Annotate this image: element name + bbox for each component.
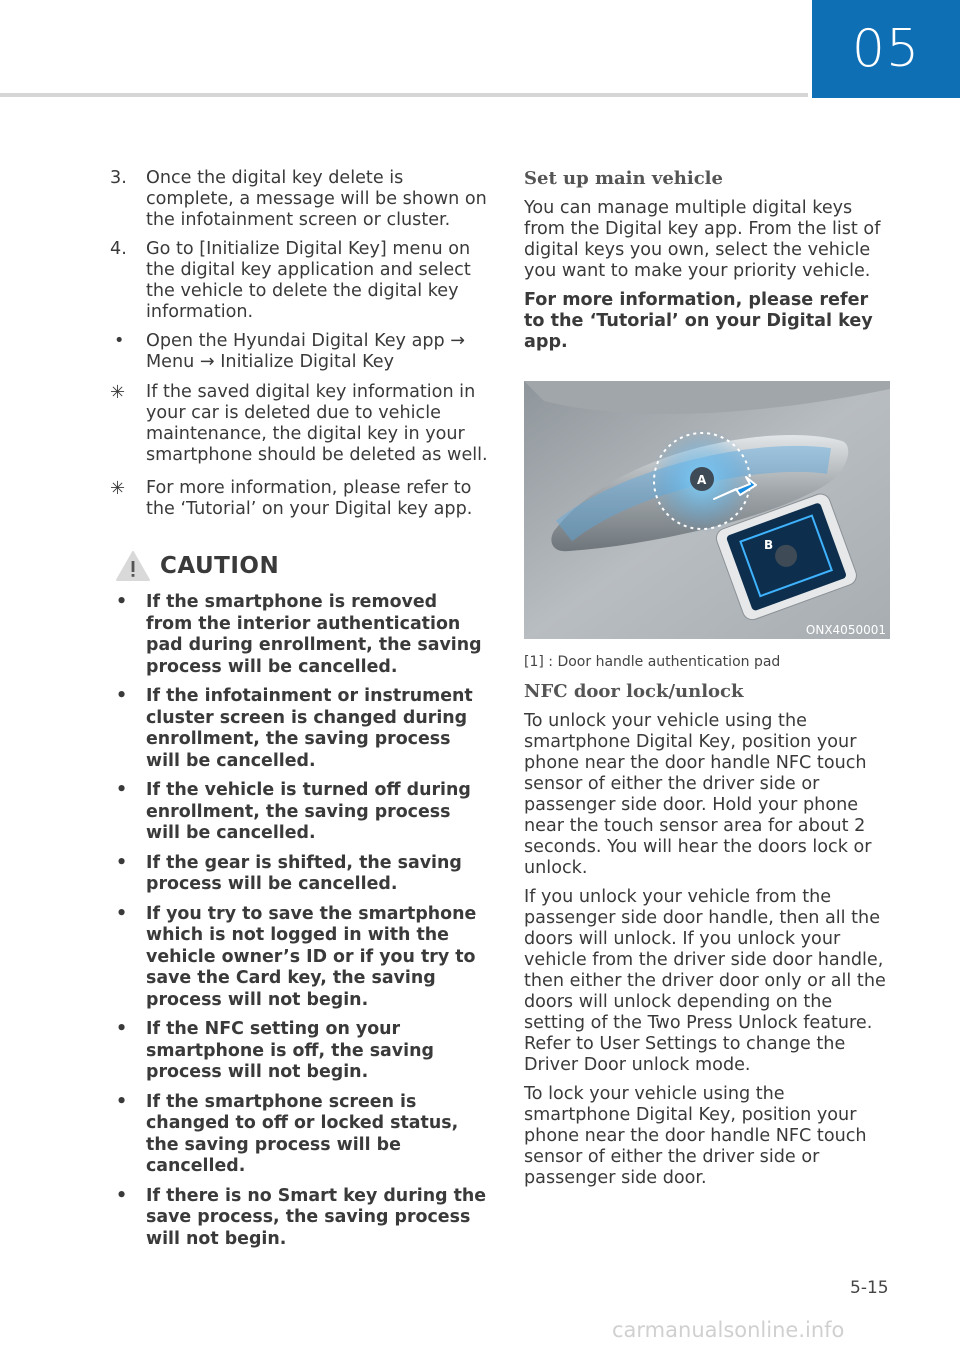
sparkle-note-icon: ✳ xyxy=(110,478,126,499)
note-2 xyxy=(110,478,488,520)
bullet-dot-icon: • xyxy=(116,852,128,873)
caution-text: If the NFC setting on your smartphone is off, the saving process will not begin. xyxy=(146,1019,434,1082)
left-column xyxy=(110,168,488,1258)
figure-caption: [1] : Door handle authentication pad xyxy=(524,654,781,670)
door-handle-figure xyxy=(524,381,890,639)
caution-text: If there is no Smart key during the save process, the saving process will not begin. xyxy=(146,1185,487,1249)
section-title-main-vehicle: Set up main vehicle xyxy=(524,168,723,189)
caution-item xyxy=(110,686,488,772)
figure-label-a: A xyxy=(697,473,707,487)
bullet-dot-icon: • xyxy=(116,592,128,612)
caution-item xyxy=(110,1019,488,1084)
note-text: If the saved digital key information in your car is deleted due to vehicle maintenance, the digital key in your smartphone should be deleted as well. xyxy=(146,382,488,465)
paragraph-bold: For more information, please refer to the ‘Tutorial’ on your Digital key app. xyxy=(524,290,873,352)
app-path-bullet xyxy=(110,331,488,373)
bullet-dot-icon: • xyxy=(116,1091,128,1112)
caution-item xyxy=(110,904,488,1012)
door-handle-illustration xyxy=(524,381,890,639)
caution-text: If the vehicle is turned off during enrollment, the saving process will be cancelled. xyxy=(146,780,471,843)
caution-title: CAUTION xyxy=(160,553,280,579)
figure-code: ONX4050001 xyxy=(805,623,886,637)
caution-item xyxy=(110,853,488,896)
step-number: 3. xyxy=(110,168,127,188)
bullet-dot-icon: • xyxy=(116,903,128,924)
caution-item xyxy=(110,592,488,678)
step-number: 4. xyxy=(110,239,127,259)
note-text: For more information, please refer to the ‘Tutorial’ on your Digital key app. xyxy=(146,478,473,519)
bullet-dot-icon: • xyxy=(116,1185,128,1206)
caution-text: If the smartphone is removed from the interior authentication pad during enrollment, the saving process will be cancelled. xyxy=(146,592,482,677)
sparkle-note-icon: ✳ xyxy=(110,382,126,403)
caution-text: If the infotainment or instrument cluster screen is changed during enrollment, the saving process will be cancelled. xyxy=(146,686,473,771)
bullet-dot-icon: • xyxy=(116,780,128,800)
page-number: 5-15 xyxy=(850,1278,889,1298)
bullet-text: Open the Hyundai Digital Key app → Menu → Initialize Digital Key xyxy=(146,331,466,372)
bullet-dot-icon: • xyxy=(114,331,125,351)
bullet-dot-icon: • xyxy=(116,1019,128,1039)
step-3 xyxy=(110,168,488,231)
step-text: Once the digital key delete is complete, a message will be shown on the infotainment screen or cluster. xyxy=(146,168,487,230)
chapter-tab: 05 xyxy=(812,0,960,98)
caution-text: If the smartphone screen is changed to off or locked status, the saving process will be cancelled. xyxy=(146,1091,459,1176)
paragraph: You can manage multiple digital keys from the Digital key app. From the list of digital keys you own, select the vehicle you want to make your priority vehicle. xyxy=(524,198,881,281)
section-title-nfc: NFC door lock/unlock xyxy=(524,681,744,702)
figure-label-b: B xyxy=(764,538,774,552)
paragraph: To unlock your vehicle using the smartphone Digital Key, position your phone near the door handle NFC touch sensor of either the driver side or passenger side door. Hold your phone near the touch sensor area for about 2 seconds. You will hear the doors lock or unlock. xyxy=(524,711,872,878)
watermark: carmanualsonline.info xyxy=(612,1318,845,1342)
step-text: Go to [Initialize Digital Key] menu on the digital key application and select the vehicle to delete the digital key information. xyxy=(146,239,471,322)
caution-text: If the gear is shifted, the saving process will be cancelled. xyxy=(146,852,462,894)
paragraph: If you unlock your vehicle from the passenger side door handle, then all the doors will unlock. If you unlock your vehicle from the driver side door handle, then either the driver door only or all the doors will unlock depending on the setting of the Two Press Unlock feature. Refer to User Settings to change the Driver Door unlock mode. xyxy=(524,887,886,1075)
caution-item xyxy=(110,780,488,845)
step-4 xyxy=(110,239,488,323)
caution-text: If you try to save the smartphone which is not logged in with the vehicle owner’s ID or if you try to save the Card key, the saving process will not begin. xyxy=(146,903,477,1010)
caution-item xyxy=(110,1186,488,1251)
caution-item xyxy=(110,1092,488,1178)
bullet-dot-icon: • xyxy=(116,686,128,706)
caution-header xyxy=(116,550,488,582)
warning-triangle-icon xyxy=(116,550,150,582)
header-rule xyxy=(0,93,808,97)
note-1 xyxy=(110,382,488,466)
right-column xyxy=(524,168,890,1197)
paragraph: To lock your vehicle using the smartphone Digital Key, position your phone near the door handle NFC touch sensor of either the driver side or passenger side door. xyxy=(524,1084,867,1188)
